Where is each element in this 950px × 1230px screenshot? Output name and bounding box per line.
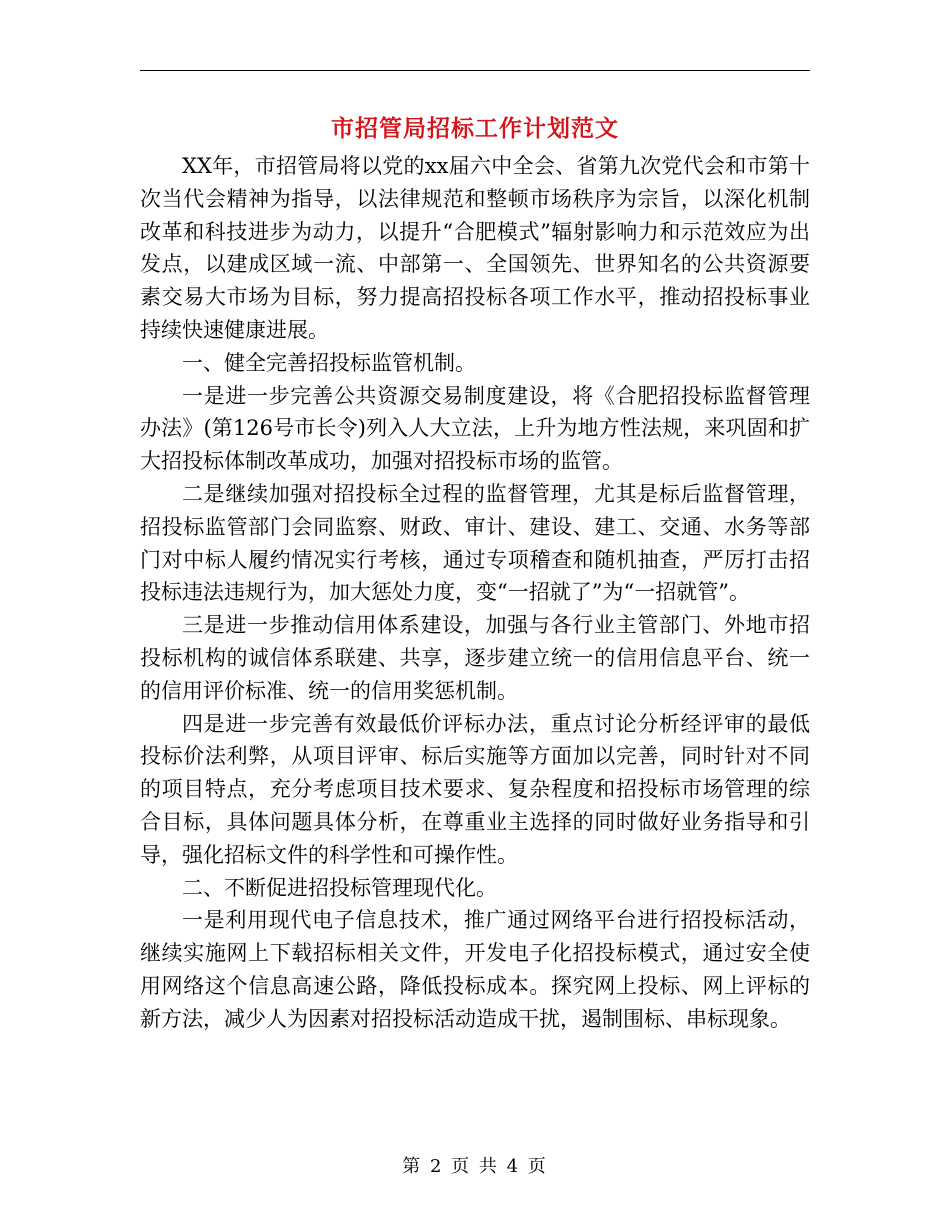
document-body [140, 150, 810, 1036]
paragraph-item-1-2: 二是继续加强对招投标全过程的监督管理，尤其是标后监督管理，招投标监管部门会同监察、财政、审计、建设、建工、交通、水务等部门对中标人履约情况实行考核，通过专项稽查和随机抽查，严厉打击招投标违法违规行为，加大惩处力度，变“一招就了”为“一招就管”。 [140, 481, 810, 605]
paragraph-item-1-4: 四是进一步完善有效最低价评标办法，重点讨论分析经评审的最低投标价法利弊，从项目评审、标后实施等方面加以完善，同时针对不同的项目特点，充分考虑项目技术要求、复杂程度和招投标市场管理的综合目标，具体问题具体分析，在尊重业主选择的同时做好业务指导和引导，强化招标文件的科学性和可操作性。 [140, 711, 810, 867]
paragraph-intro: XX年，市招管局将以党的xx届六中全会、省第九次党代会和市第十次当代会精神为指导，以法律规范和整顿市场秩序为宗旨，以深化机制改革和科技进步为动力，以提升“合肥模式”辐射影响力和示范效应为出发点，以建成区域一流、中部第一、全国领先、世界知名的公共资源要素交易大市场为目标，努力提高招投标各项工作水平，推动招投标事业持续快速健康进展。 [140, 154, 810, 342]
page-number: 第 2 页 共 4 页 [402, 1156, 548, 1177]
header-rule [140, 70, 810, 71]
paragraph-item-1-1: 一是进一步完善公共资源交易制度建设，将《合肥招投标监督管理办法》(第126号市长令)列入人大立法，上升为地方性法规，来巩固和扩大招投标体制改革成功，加强对招投标市场的监管。 [140, 383, 810, 474]
section-heading-1: 一、健全完善招投标监管机制。 [182, 350, 476, 375]
section-heading-2: 二、不断促进招投标管理现代化。 [182, 875, 497, 900]
paragraph-item-1-3: 三是进一步推动信用体系建设，加强与各行业主管部门、外地市招投标机构的诚信体系联建、共享，逐步建立统一的信用信息平台、统一的信用评价标准、统一的信用奖惩机制。 [140, 613, 810, 703]
document-title: 市招管局招标工作计划范文 [331, 115, 619, 142]
paragraph-item-2-1: 一是利用现代电子信息技术，推广通过网络平台进行招投标活动，继续实施网上下载招标相关文件，开发电子化招投标模式，通过安全使用网络这个信息高速公路，降低投标成本。探究网上投标、网上评标的新方法，减少人为因素对招投标活动造成干扰，遏制围标、串标现象。 [140, 908, 810, 1031]
